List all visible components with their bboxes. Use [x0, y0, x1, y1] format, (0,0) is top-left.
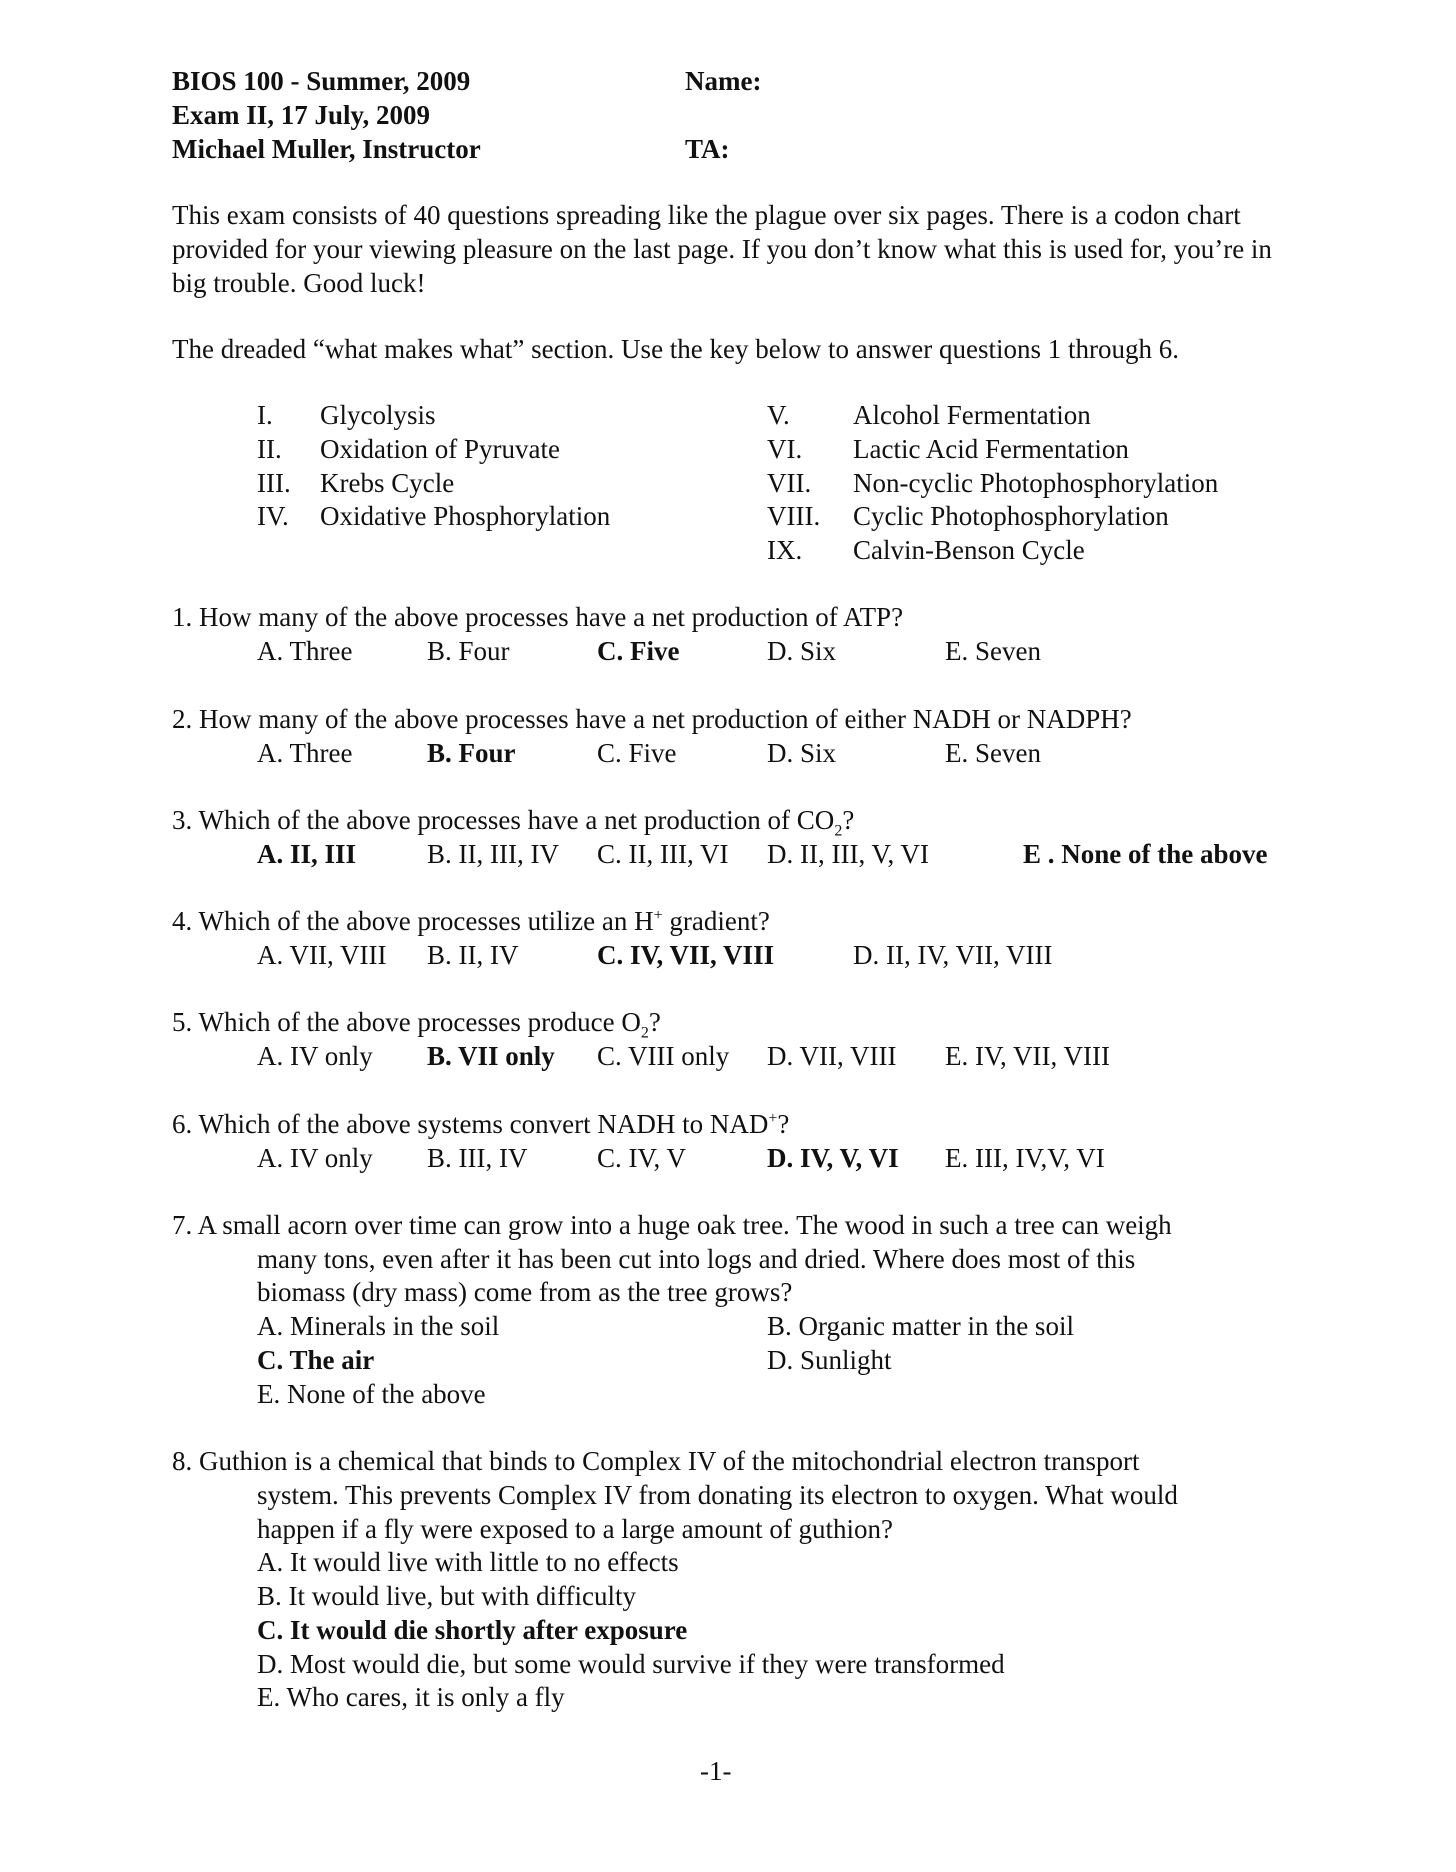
- q6-option-b: B. III, IV: [427, 1143, 528, 1173]
- q3-option-c: C. II, III, VI: [597, 839, 729, 869]
- q6-option-e: E. III, IV,V, VI: [945, 1143, 1105, 1173]
- q4-option-b: B. II, IV: [427, 940, 519, 970]
- key-label: Non-cyclic Photophosphorylation: [853, 468, 1219, 498]
- question-8-line-3: happen if a fly were exposed to a large amount of guthion?: [257, 1514, 894, 1544]
- q6-option-c: C. IV, V: [597, 1143, 687, 1173]
- q2-option-d: D. Six: [767, 738, 837, 768]
- question-1: 1. How many of the above processes have a net production of ATP?: [172, 602, 904, 632]
- q6-option-a: A. IV only: [257, 1143, 373, 1173]
- q1-option-e: E. Seven: [945, 636, 1041, 666]
- key-label: Lactic Acid Fermentation: [853, 434, 1129, 464]
- exam-title: Exam II, 17 July, 2009: [172, 100, 431, 130]
- key-label: Cyclic Photophosphorylation: [853, 501, 1169, 531]
- q7-option-b: B. Organic matter in the soil: [767, 1311, 1074, 1341]
- key-num: VII.: [767, 468, 812, 498]
- q1-option-b: B. Four: [427, 636, 510, 666]
- key-num: IX.: [767, 535, 803, 565]
- q2-option-b-answer: B. Four: [427, 738, 516, 768]
- key-num: II.: [257, 434, 282, 464]
- q4-option-a: A. VII, VIII: [257, 940, 387, 970]
- q3-option-d: D. II, III, V, VI: [767, 839, 929, 869]
- q5-option-c: C. VIII only: [597, 1041, 730, 1071]
- key-label: Oxidative Phosphorylation: [320, 501, 611, 531]
- q8-option-a: A. It would live with little to no effects: [257, 1547, 679, 1577]
- q8-option-d: D. Most would die, but some would survive if they were transformed: [257, 1649, 1005, 1679]
- question-7-line-3: biomass (dry mass) come from as the tree grows?: [257, 1277, 793, 1307]
- question-7-line-2: many tons, even after it has been cut into logs and dried. Where does most of this: [257, 1244, 1136, 1274]
- question-4: 4. Which of the above processes utilize an H+ gradient?: [172, 906, 770, 936]
- course-title: BIOS 100 - Summer, 2009: [172, 66, 471, 96]
- question-8-line-2: system. This prevents Complex IV from donating its electron to oxygen. What would: [257, 1480, 1178, 1510]
- name-label: Name:: [685, 66, 762, 96]
- key-num: V.: [767, 400, 790, 430]
- q8-option-e: E. Who cares, it is only a fly: [257, 1682, 565, 1712]
- q2-option-c: C. Five: [597, 738, 677, 768]
- question-5: 5. Which of the above processes produce $O_2$?: [172, 1007, 661, 1042]
- q5-option-e: E. IV, VII, VIII: [945, 1041, 1110, 1071]
- q7-option-e: E. None of the above: [257, 1379, 486, 1409]
- q4-option-c-answer: C. IV, VII, VIII: [597, 940, 775, 970]
- q4-option-d: D. II, IV, VII, VIII: [853, 940, 1053, 970]
- q5-option-b-answer: B. VII only: [427, 1041, 555, 1071]
- q5-option-d: D. VII, VIII: [767, 1041, 897, 1071]
- question-6: 6. Which of the above systems convert NADH to NAD+?: [172, 1109, 790, 1139]
- key-label: Oxidation of Pyruvate: [320, 434, 560, 464]
- question-3: 3. Which of the above processes have a net production of $CO_2$?: [172, 805, 855, 840]
- q7-option-d: D. Sunlight: [767, 1345, 892, 1375]
- q7-option-c-answer: C. The air: [257, 1345, 375, 1375]
- q1-option-c-answer: C. Five: [597, 636, 680, 666]
- q8-option-c-answer: C. It would die shortly after exposure: [257, 1615, 688, 1645]
- q2-option-a: A. Three: [257, 738, 353, 768]
- q1-option-d: D. Six: [767, 636, 837, 666]
- key-label: Glycolysis: [320, 400, 436, 430]
- key-num: III.: [257, 468, 291, 498]
- key-label: Krebs Cycle: [320, 468, 455, 498]
- question-8: 8. Guthion is a chemical that binds to Complex IV of the mitochondrial electron transport: [172, 1446, 1140, 1476]
- q1-option-a: A. Three: [257, 636, 353, 666]
- section-intro: The dreaded “what makes what” section. Use the key below to answer questions 1 through 6.: [172, 334, 1179, 364]
- q6-option-d-answer: D. IV, V, VI: [767, 1143, 899, 1173]
- key-num: I.: [257, 400, 273, 430]
- key-label: Alcohol Fermentation: [853, 400, 1091, 430]
- key-num: IV.: [257, 501, 289, 531]
- q3-option-e-answer: E . None of the above: [1023, 839, 1268, 869]
- key-num: VIII.: [767, 501, 821, 531]
- q2-option-e: E. Seven: [945, 738, 1041, 768]
- q5-option-a: A. IV only: [257, 1041, 373, 1071]
- q7-option-a: A. Minerals in the soil: [257, 1311, 500, 1341]
- instructor-name: Michael Muller, Instructor: [172, 134, 481, 164]
- key-label: Calvin-Benson Cycle: [853, 535, 1085, 565]
- q3-option-a-answer: A. II, III: [257, 839, 357, 869]
- ta-label: TA:: [685, 134, 730, 164]
- question-7: 7. A small acorn over time can grow into a huge oak tree. The wood in such a tree can weigh: [172, 1210, 1172, 1240]
- page-number: -1-: [700, 1756, 732, 1786]
- intro-paragraph: This exam consists of 40 questions spreading like the plague over six pages. There is a codon chart provided for your viewing pleasure on the last page. If you don’t know what this is used for, you’re in big trouble. Good luck!: [172, 200, 1272, 298]
- key-num: VI.: [767, 434, 803, 464]
- q3-option-b: B. II, III, IV: [427, 839, 559, 869]
- q8-option-b: B. It would live, but with difficulty: [257, 1581, 636, 1611]
- question-2: 2. How many of the above processes have a net production of either NADH or NADPH?: [172, 704, 1132, 734]
